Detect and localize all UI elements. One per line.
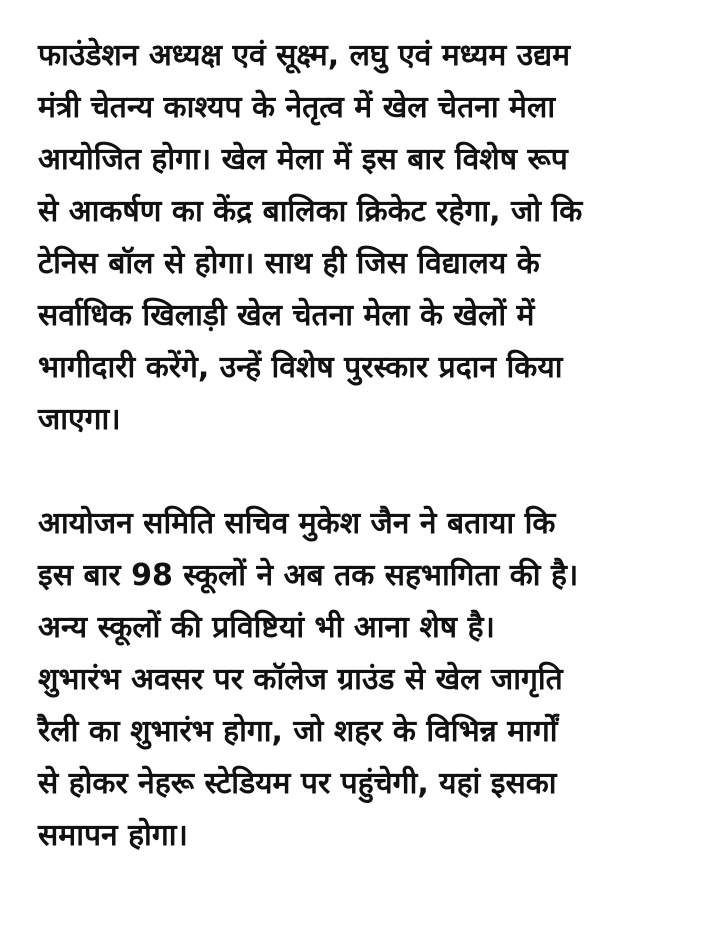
text-line: से आकर्षण का केंद्र बालिका क्रिकेट रहेगा, जो कि [38, 194, 583, 229]
text-line: से होकर नेहरू स्टेडियम पर पहुंचेगी, यहां इसका [38, 766, 557, 801]
text-line: समापन होगा। [38, 818, 188, 853]
text-line: फाउंडेशन अध्यक्ष एवं सूक्ष्म, लघु एवं मध्यम उद्यम [38, 38, 571, 73]
paragraph-1 [38, 30, 690, 446]
text-line: शुभारंभ अवसर पर कॉलेज ग्राउंड से खेल जागृति [38, 662, 563, 697]
text-line: भागीदारी करेंगे, उन्हें विशेष पुरस्कार प्रदान किया [38, 350, 563, 385]
text-line: इस बार 98 स्कूलों ने अब तक सहभागिता की है। [38, 558, 579, 593]
paragraph-2 [38, 498, 690, 862]
text-line: आयोजन समिति सचिव मुकेश जैन ने बताया कि [38, 506, 556, 541]
text-line: सर्वाधिक खिलाड़ी खेल चेतना मेला के खेलों में [38, 298, 535, 333]
text-line: रैली का शुभारंभ होगा, जो शहर के विभिन्न मार्गों [38, 714, 558, 749]
text-line: मंत्री चेतन्य काश्यप के नेतृत्व में खेल चेतना मेला [38, 90, 556, 125]
text-line: जाएगा। [38, 402, 121, 437]
text-line: टेनिस बॉल से होगा। साथ ही जिस विद्यालय के [38, 246, 540, 281]
text-line: अन्य स्कूलों की प्रविष्टियां भी आना शेष है। [38, 610, 495, 645]
text-line: आयोजित होगा। खेल मेला में इस बार विशेष रूप [38, 142, 568, 177]
